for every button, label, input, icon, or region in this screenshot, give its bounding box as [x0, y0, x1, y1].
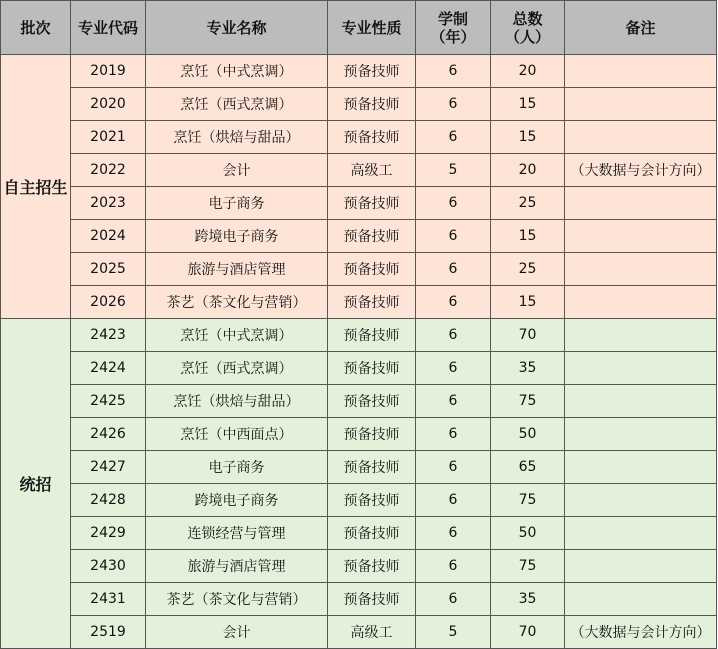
table-row	[1, 55, 717, 88]
remark-cell	[565, 187, 717, 220]
name-cell: 烹饪（烘焙与甜品）	[146, 385, 328, 418]
remark-cell	[565, 55, 717, 88]
table-row	[1, 286, 717, 319]
table-row	[1, 451, 717, 484]
code-cell: 2424	[71, 352, 146, 385]
code-cell: 2023	[71, 187, 146, 220]
remark-cell	[565, 418, 717, 451]
batch-cell: 自主招生	[1, 55, 71, 319]
years-cell: 6	[416, 121, 491, 154]
total-cell: 15	[491, 220, 565, 253]
total-cell: 65	[491, 451, 565, 484]
code-cell: 2429	[71, 517, 146, 550]
total-cell: 20	[491, 55, 565, 88]
name-cell: 跨境电子商务	[146, 484, 328, 517]
remark-cell	[565, 484, 717, 517]
remark-cell	[565, 286, 717, 319]
table-row	[1, 319, 717, 352]
header-batch: 批次	[1, 1, 71, 55]
code-cell: 2022	[71, 154, 146, 187]
code-cell: 2426	[71, 418, 146, 451]
table-row	[1, 220, 717, 253]
years-cell: 6	[416, 286, 491, 319]
header-total-line1: 总数	[512, 9, 543, 28]
table-body	[1, 55, 717, 649]
header-years-line1: 学制	[437, 9, 468, 28]
nature-cell: 高级工	[328, 616, 416, 649]
nature-cell: 预备技师	[328, 253, 416, 286]
remark-cell	[565, 121, 717, 154]
total-cell: 50	[491, 418, 565, 451]
name-cell: 烹饪（中式烹调）	[146, 319, 328, 352]
nature-cell: 预备技师	[328, 55, 416, 88]
name-cell: 茶艺（茶文化与营销）	[146, 583, 328, 616]
name-cell: 电子商务	[146, 187, 328, 220]
name-cell: 连锁经营与管理	[146, 517, 328, 550]
code-cell: 2430	[71, 550, 146, 583]
table-row	[1, 385, 717, 418]
code-cell: 2024	[71, 220, 146, 253]
table-row	[1, 484, 717, 517]
total-cell: 50	[491, 517, 565, 550]
total-cell: 20	[491, 154, 565, 187]
remark-cell	[565, 517, 717, 550]
header-nature: 专业性质	[328, 1, 416, 55]
header-total-line2: （人）	[504, 27, 550, 46]
code-cell: 2025	[71, 253, 146, 286]
years-cell: 6	[416, 352, 491, 385]
total-cell: 70	[491, 319, 565, 352]
batch-cell: 统招	[1, 319, 71, 649]
remark-cell: （大数据与会计方向）	[565, 154, 717, 187]
nature-cell: 高级工	[328, 154, 416, 187]
code-cell: 2020	[71, 88, 146, 121]
years-cell: 5	[416, 616, 491, 649]
years-cell: 6	[416, 55, 491, 88]
nature-cell: 预备技师	[328, 88, 416, 121]
nature-cell: 预备技师	[328, 517, 416, 550]
years-cell: 6	[416, 187, 491, 220]
code-cell: 2026	[71, 286, 146, 319]
name-cell: 烹饪（中西面点）	[146, 418, 328, 451]
total-cell: 25	[491, 187, 565, 220]
code-cell: 2427	[71, 451, 146, 484]
years-cell: 6	[416, 253, 491, 286]
nature-cell: 预备技师	[328, 352, 416, 385]
total-cell: 75	[491, 484, 565, 517]
remark-cell	[565, 319, 717, 352]
total-cell: 15	[491, 121, 565, 154]
header-row	[1, 1, 717, 55]
nature-cell: 预备技师	[328, 286, 416, 319]
total-cell: 15	[491, 88, 565, 121]
years-cell: 6	[416, 385, 491, 418]
name-cell: 茶艺（茶文化与营销）	[146, 286, 328, 319]
table-row	[1, 253, 717, 286]
table-row	[1, 418, 717, 451]
code-cell: 2425	[71, 385, 146, 418]
name-cell: 旅游与酒店管理	[146, 253, 328, 286]
remark-cell: （大数据与会计方向）	[565, 616, 717, 649]
total-cell: 35	[491, 583, 565, 616]
years-cell: 6	[416, 484, 491, 517]
remark-cell	[565, 253, 717, 286]
code-cell: 2431	[71, 583, 146, 616]
years-cell: 6	[416, 517, 491, 550]
years-cell: 6	[416, 220, 491, 253]
table-row	[1, 583, 717, 616]
name-cell: 烹饪（西式烹调）	[146, 352, 328, 385]
total-cell: 70	[491, 616, 565, 649]
table-row	[1, 88, 717, 121]
table-row	[1, 517, 717, 550]
name-cell: 跨境电子商务	[146, 220, 328, 253]
years-cell: 6	[416, 583, 491, 616]
remark-cell	[565, 220, 717, 253]
header-total	[491, 1, 565, 55]
total-cell: 15	[491, 286, 565, 319]
header-name: 专业名称	[146, 1, 328, 55]
years-cell: 6	[416, 550, 491, 583]
nature-cell: 预备技师	[328, 550, 416, 583]
code-cell: 2423	[71, 319, 146, 352]
code-cell: 2019	[71, 55, 146, 88]
total-cell: 75	[491, 550, 565, 583]
table-row	[1, 187, 717, 220]
years-cell: 6	[416, 319, 491, 352]
total-cell: 25	[491, 253, 565, 286]
total-cell: 35	[491, 352, 565, 385]
nature-cell: 预备技师	[328, 121, 416, 154]
name-cell: 烹饪（中式烹调）	[146, 55, 328, 88]
nature-cell: 预备技师	[328, 385, 416, 418]
table-row	[1, 616, 717, 649]
nature-cell: 预备技师	[328, 319, 416, 352]
remark-cell	[565, 88, 717, 121]
nature-cell: 预备技师	[328, 484, 416, 517]
remark-cell	[565, 451, 717, 484]
table-row	[1, 352, 717, 385]
nature-cell: 预备技师	[328, 418, 416, 451]
table-row	[1, 154, 717, 187]
name-cell: 烹饪（烘焙与甜品）	[146, 121, 328, 154]
header-years-line2: （年）	[430, 27, 476, 46]
header-remark: 备注	[565, 1, 717, 55]
nature-cell: 预备技师	[328, 220, 416, 253]
nature-cell: 预备技师	[328, 583, 416, 616]
nature-cell: 预备技师	[328, 451, 416, 484]
table-row	[1, 121, 717, 154]
years-cell: 6	[416, 88, 491, 121]
remark-cell	[565, 550, 717, 583]
years-cell: 6	[416, 418, 491, 451]
years-cell: 6	[416, 451, 491, 484]
name-cell: 电子商务	[146, 451, 328, 484]
header-years	[416, 1, 491, 55]
name-cell: 会计	[146, 154, 328, 187]
remark-cell	[565, 385, 717, 418]
header-code: 专业代码	[71, 1, 146, 55]
name-cell: 会计	[146, 616, 328, 649]
total-cell: 75	[491, 385, 565, 418]
name-cell: 烹饪（西式烹调）	[146, 88, 328, 121]
name-cell: 旅游与酒店管理	[146, 550, 328, 583]
code-cell: 2519	[71, 616, 146, 649]
remark-cell	[565, 352, 717, 385]
remark-cell	[565, 583, 717, 616]
code-cell: 2021	[71, 121, 146, 154]
table-row	[1, 550, 717, 583]
years-cell: 5	[416, 154, 491, 187]
nature-cell: 预备技师	[328, 187, 416, 220]
code-cell: 2428	[71, 484, 146, 517]
